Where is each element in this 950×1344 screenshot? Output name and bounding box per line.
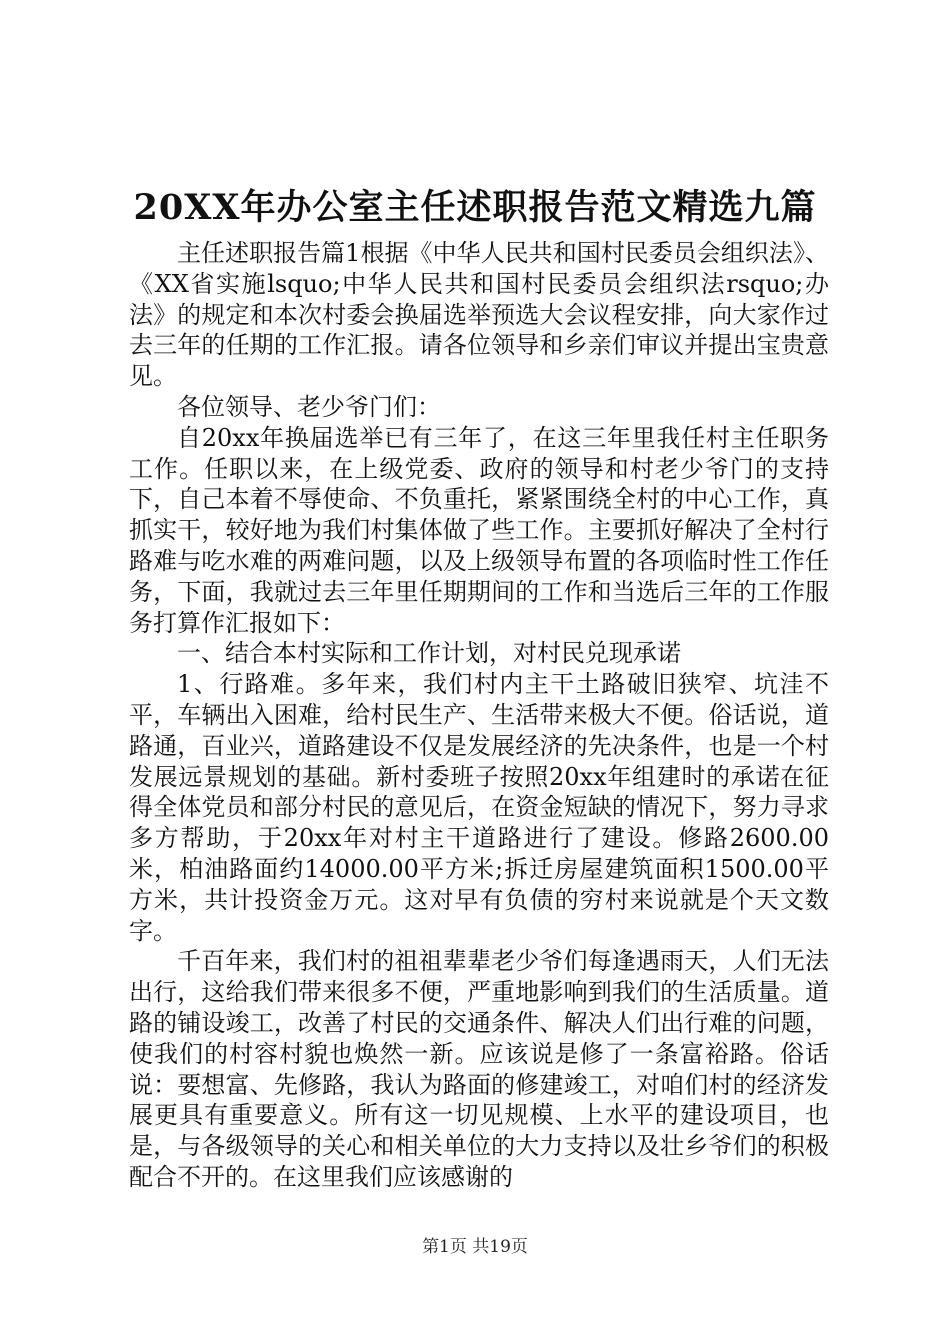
paragraph-overview: 自20xx年换届选举已有三年了，在这三年里我任村主任职务工作。任职以来，在上级党委、政府的领导和村老少爷门的支持下，自己本着不辱使命、不负重托，紧紧围绕全村的中心工作，真抓实干，较好地为我们村集体做了些工作。主要抓好解决了全村行路难与吃水难的两难问题，以及上级领导布置的各项临时性工作任务，下面，我就过去三年里任期期间的工作和当选后三年的工作服务打算作汇报如下：	[129, 423, 829, 637]
section-heading-1: 一、结合本村实际和工作计划，对村民兑现承诺	[177, 639, 681, 668]
document-title: 20XX年办公室主任述职报告范文精选九篇	[133, 187, 817, 228]
paragraph-road-significance: 千百年来，我们村的祖祖辈辈老少爷们每逢遇雨天，人们无法出行，这给我们带来很多不便，严重地影响到我们的生活质量。道路的铺设竣工，改善了村民的交通条件、解决人们出行难的问题，使我们的村容村貌也焕然一新。应该说是修了一条富裕路。俗话说：要想富、先修路，我认为路面的修建竣工，对咱们村的经济发展更具有重要意义。所有这一切见规模、上水平的建设项目，也是，与各级领导的关心和相关单位的大力支持以及壮乡爷们的积极配合不开的。在这里我们应该感谢的	[129, 947, 829, 1191]
paragraph-road-difficulty: 1、行路难。多年来，我们村内主干土路破旧狭窄、坑洼不平，车辆出入困难，给村民生产、生活带来极大不便。俗话说，道路通，百业兴，道路建设不仅是发展经济的先决条件，也是一个村发展远景规划的基础。新村委班子按照20xx年组建时的承诺在征得全体党员和部分村民的意见后，在资金短缺的情况下，努力寻求多方帮助，于20xx年对村主干道路进行了建设。修路2600.00米，柏油路面约14000.00平方米;拆迁房屋建筑面积1500.00平方米，共计投资金万元。这对早有负债的穷村来说就是个天文数字。	[129, 670, 829, 945]
document-body	[129, 238, 829, 1193]
paragraph-salutation: 各位领导、老少爷门们：	[177, 392, 441, 421]
page-footer: 第1页 共19页	[422, 1237, 528, 1257]
paragraph-intro: 主任述职报告篇1根据《中华人民共和国村民委员会组织法》、《XX省实施lsquo;中华人民共和国村民委员会组织法rsquo;办法》的规定和本次村委会换届选举预选大会议程安排，向大家作过去三年的任期的工作汇报。请各位领导和乡亲们审议并提出宝贵意见。	[129, 239, 829, 391]
